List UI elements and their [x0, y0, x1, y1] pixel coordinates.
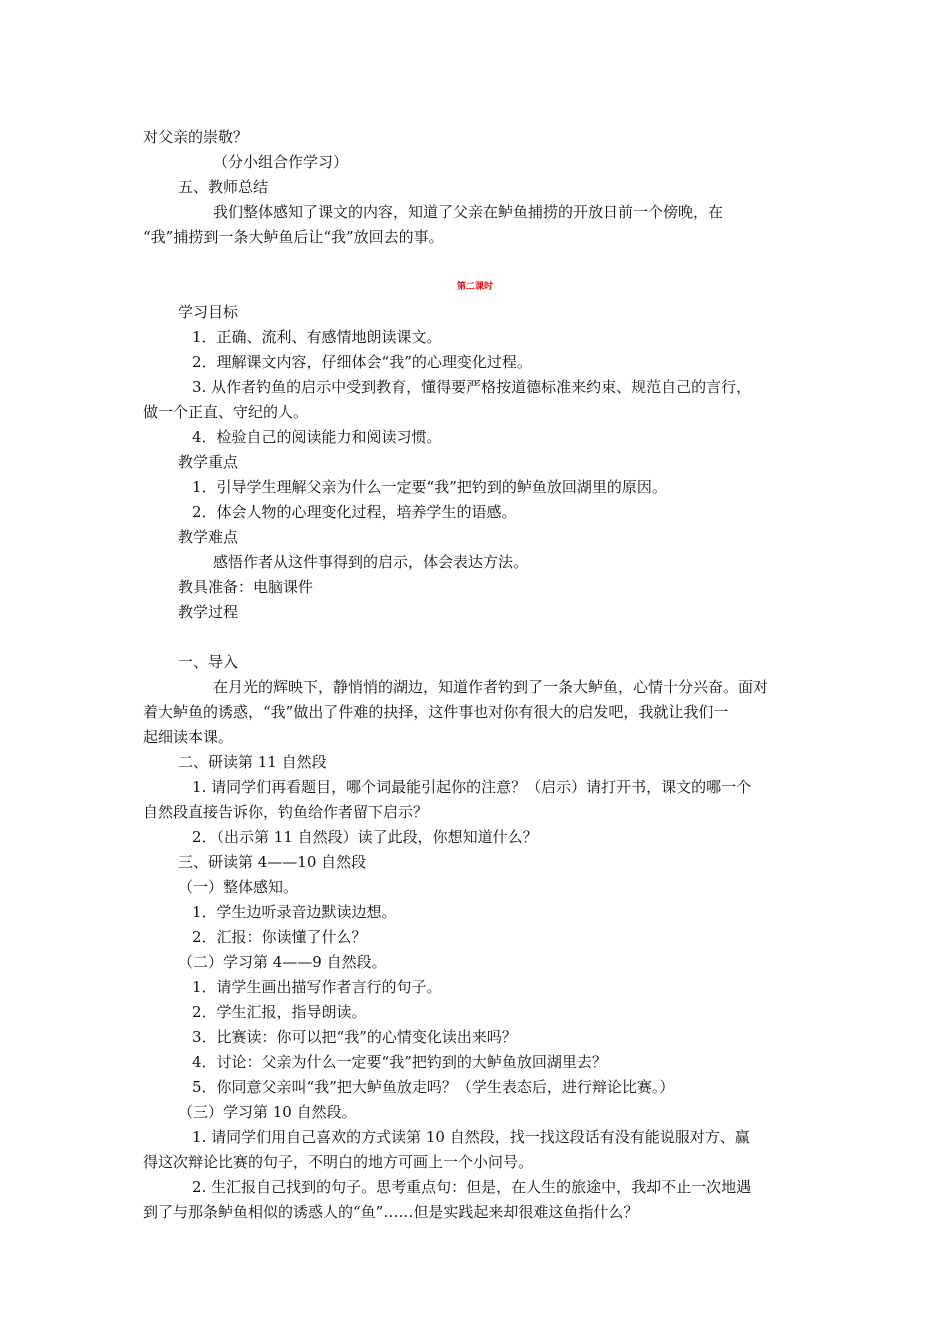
text-line: 得这次辩论比赛的句子，不明白的地方可画上一个小问号。: [143, 1153, 534, 1171]
section-heading: 一、导入: [178, 653, 239, 671]
list-item: 4．检验自己的阅读能力和阅读习惯。: [192, 428, 442, 446]
section-heading: 二、研读第 11 自然段: [178, 753, 327, 771]
text-line: 到了与那条鲈鱼相似的诱惑人的“鱼”……但是实践起来却很难这鱼指什么？: [143, 1203, 639, 1221]
list-item: 2．汇报：你读懂了什么？: [192, 928, 367, 946]
text-line: 自然段直接告诉你，钓鱼给作者留下启示？: [143, 803, 429, 821]
list-item: 1．正确、流利、有感情地朗读课文。: [192, 328, 442, 346]
text-line: 我们整体感知了课文的内容，知道了父亲在鲈鱼捕捞的开放日前一个傍晚，在: [213, 203, 724, 221]
subsection-heading: （一）整体感知。: [178, 878, 299, 896]
list-item: 1．引导学生理解父亲为什么一定要“我”把钓到的鲈鱼放回湖里的原因。: [192, 478, 667, 496]
text-line: 在月光的辉映下，静悄悄的湖边，知道作者钓到了一条大鲈鱼，心情十分兴奋。面对: [213, 678, 769, 696]
section-heading: 学习目标: [178, 303, 239, 321]
section-heading: 教学难点: [178, 528, 239, 546]
section-heading: 教学过程: [178, 603, 239, 621]
text-line: 感悟作者从这件事得到的启示，体会表达方法。: [213, 553, 529, 571]
text-line: 对父亲的崇敬？: [143, 128, 249, 146]
list-item: 1. 请同学们再看题目，哪个词最能引起你的注意？（启示）请打开书，课文的哪一个: [192, 778, 752, 796]
list-item: 1. 请同学们用自己喜欢的方式读第 10 自然段，找一找这段话有没有能说服对方、赢: [192, 1128, 750, 1146]
list-item: 1．学生边听录音边默读边想。: [192, 903, 397, 921]
list-item: 2．理解课文内容，仔细体会“我”的心理变化过程。: [192, 353, 532, 371]
list-item: 2．学生汇报，指导朗读。: [192, 1003, 367, 1021]
text-line: 做一个正直、守纪的人。: [143, 403, 309, 421]
text-line: 着大鲈鱼的诱惑，“我”做出了件难的抉择，这件事也对你有很大的启发吧，我就让我们一: [143, 703, 729, 721]
list-item: 3. 从作者钓鱼的启示中受到教育，懂得要严格按道德标准来约束、规范自己的言行，: [192, 378, 752, 396]
text-line: （分小组合作学习）: [213, 153, 349, 171]
subsection-heading: （三）学习第 10 自然段。: [178, 1103, 357, 1121]
list-item: 1．请学生画出描写作者言行的句子。: [192, 978, 442, 996]
section-heading: 教学重点: [178, 453, 239, 471]
section-heading: 五、教师总结: [178, 178, 269, 196]
list-item: 2．（出示第 11 自然段）读了此段，你想知道什么？: [192, 828, 538, 846]
list-item: 2．体会人物的心理变化过程，培养学生的语感。: [192, 503, 517, 521]
lesson-title: 第二课时: [456, 282, 493, 292]
text-line: “我”捕捞到一条大鲈鱼后让“我”放回去的事。: [143, 228, 444, 246]
text-line: 教具准备：电脑课件: [178, 578, 314, 596]
section-heading: 三、研读第 4——10 自然段: [178, 853, 367, 871]
list-item: 3．比赛读：你可以把“我”的心情变化读出来吗？: [192, 1028, 517, 1046]
text-line: 起细读本课。: [143, 728, 234, 746]
subsection-heading: （二）学习第 4——9 自然段。: [178, 953, 387, 971]
list-item: 5．你同意父亲叫“我”把大鲈鱼放走吗？（学生表态后，进行辩论比赛。）: [192, 1078, 675, 1096]
list-item: 2. 生汇报自己找到的句子。思考重点句：但是，在人生的旅途中，我却不止一次地遇: [192, 1178, 752, 1196]
list-item: 4．讨论：父亲为什么一定要“我”把钓到的大鲈鱼放回湖里去？: [192, 1053, 607, 1071]
